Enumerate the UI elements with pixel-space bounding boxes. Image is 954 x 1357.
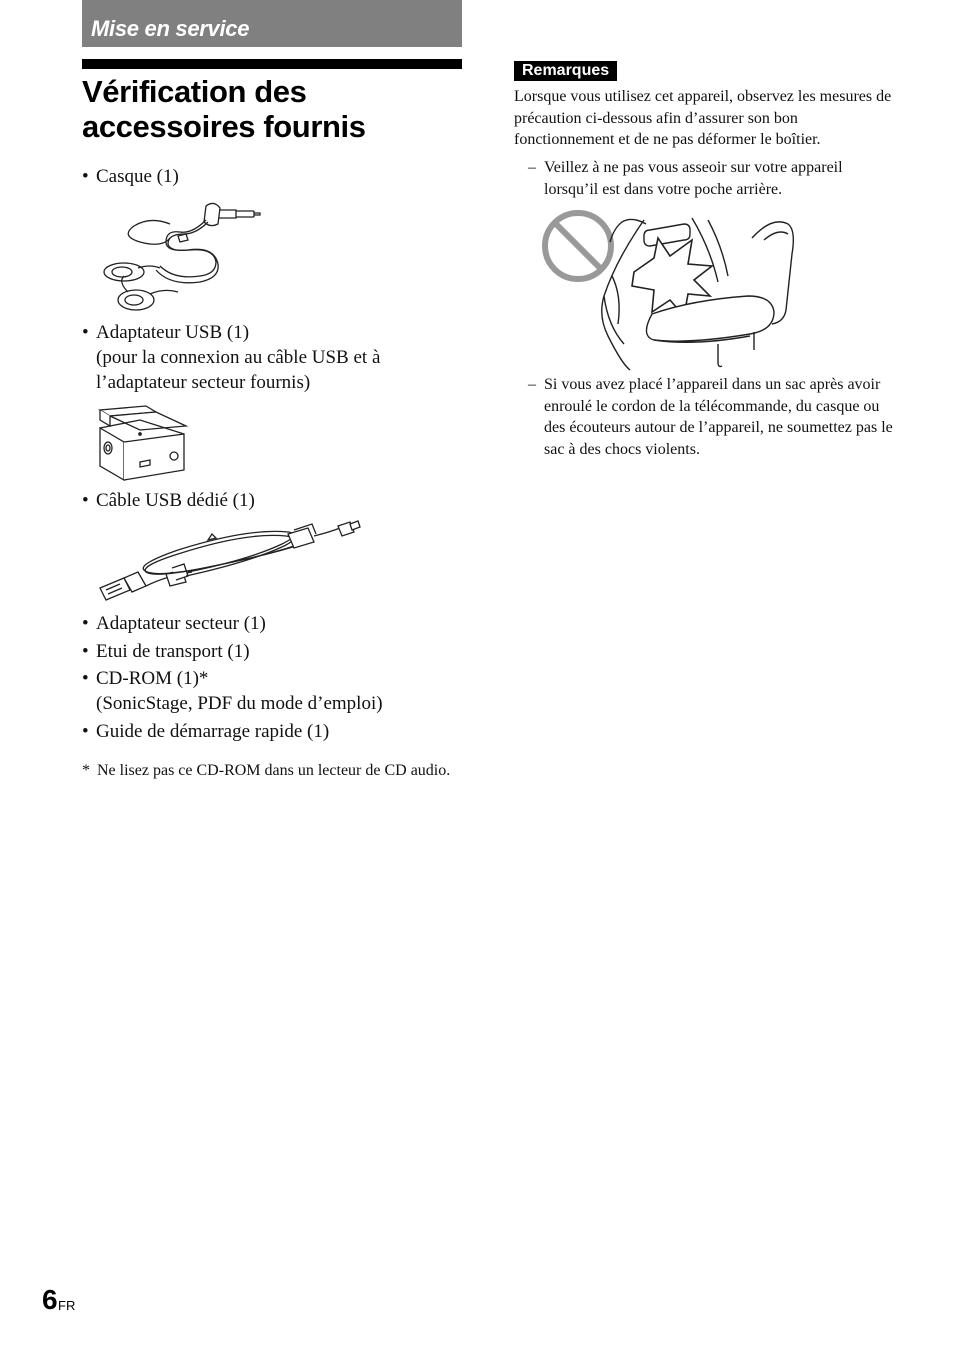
section-title: Mise en service (91, 16, 250, 41)
usb-adapter-illustration (96, 404, 188, 480)
title-rule (82, 59, 462, 69)
remarks-intro: Lorsque vous utilisez cet appareil, observez les mesures de précaution ci-dessous afin d’assurer son bon fonctionnement et de ne pas déformer le boîtier. (514, 88, 892, 148)
usb-cable-illustration (96, 518, 364, 606)
page-title-line1: Vérification des (82, 74, 307, 109)
remark-item-bag: – Si vous avez placé l’appareil dans un sac après avoir enroulé le cordon de la télécommande, du casque ou des écouteurs autour de l’appareil, ne soumettez pas le sac à des chocs violents. (528, 376, 893, 458)
headphones-illustration (98, 196, 268, 318)
page-number: 6 (42, 1284, 58, 1315)
remark-item-sitting: – Veillez à ne pas vous asseoir sur votre appareil lorsqu’il est dans votre poche arrière. (528, 159, 843, 198)
page-title-line2: accessoires fournis (82, 109, 366, 144)
prohibition-icon (545, 213, 611, 279)
page-title (82, 74, 467, 144)
accessory-item-cdrom: • CD-ROM (1)* (SonicStage, PDF du mode d’emploi) (82, 668, 383, 714)
page-language: FR (58, 1298, 76, 1313)
section-header-bar (82, 0, 462, 47)
sitting-warning-illustration (542, 208, 804, 370)
accessory-item-usb-adapter: • Adaptateur USB (1) (pour la connexion au câble USB et à l’adaptateur secteur fournis) (82, 322, 381, 393)
remarks-badge: Remarques (514, 61, 617, 81)
